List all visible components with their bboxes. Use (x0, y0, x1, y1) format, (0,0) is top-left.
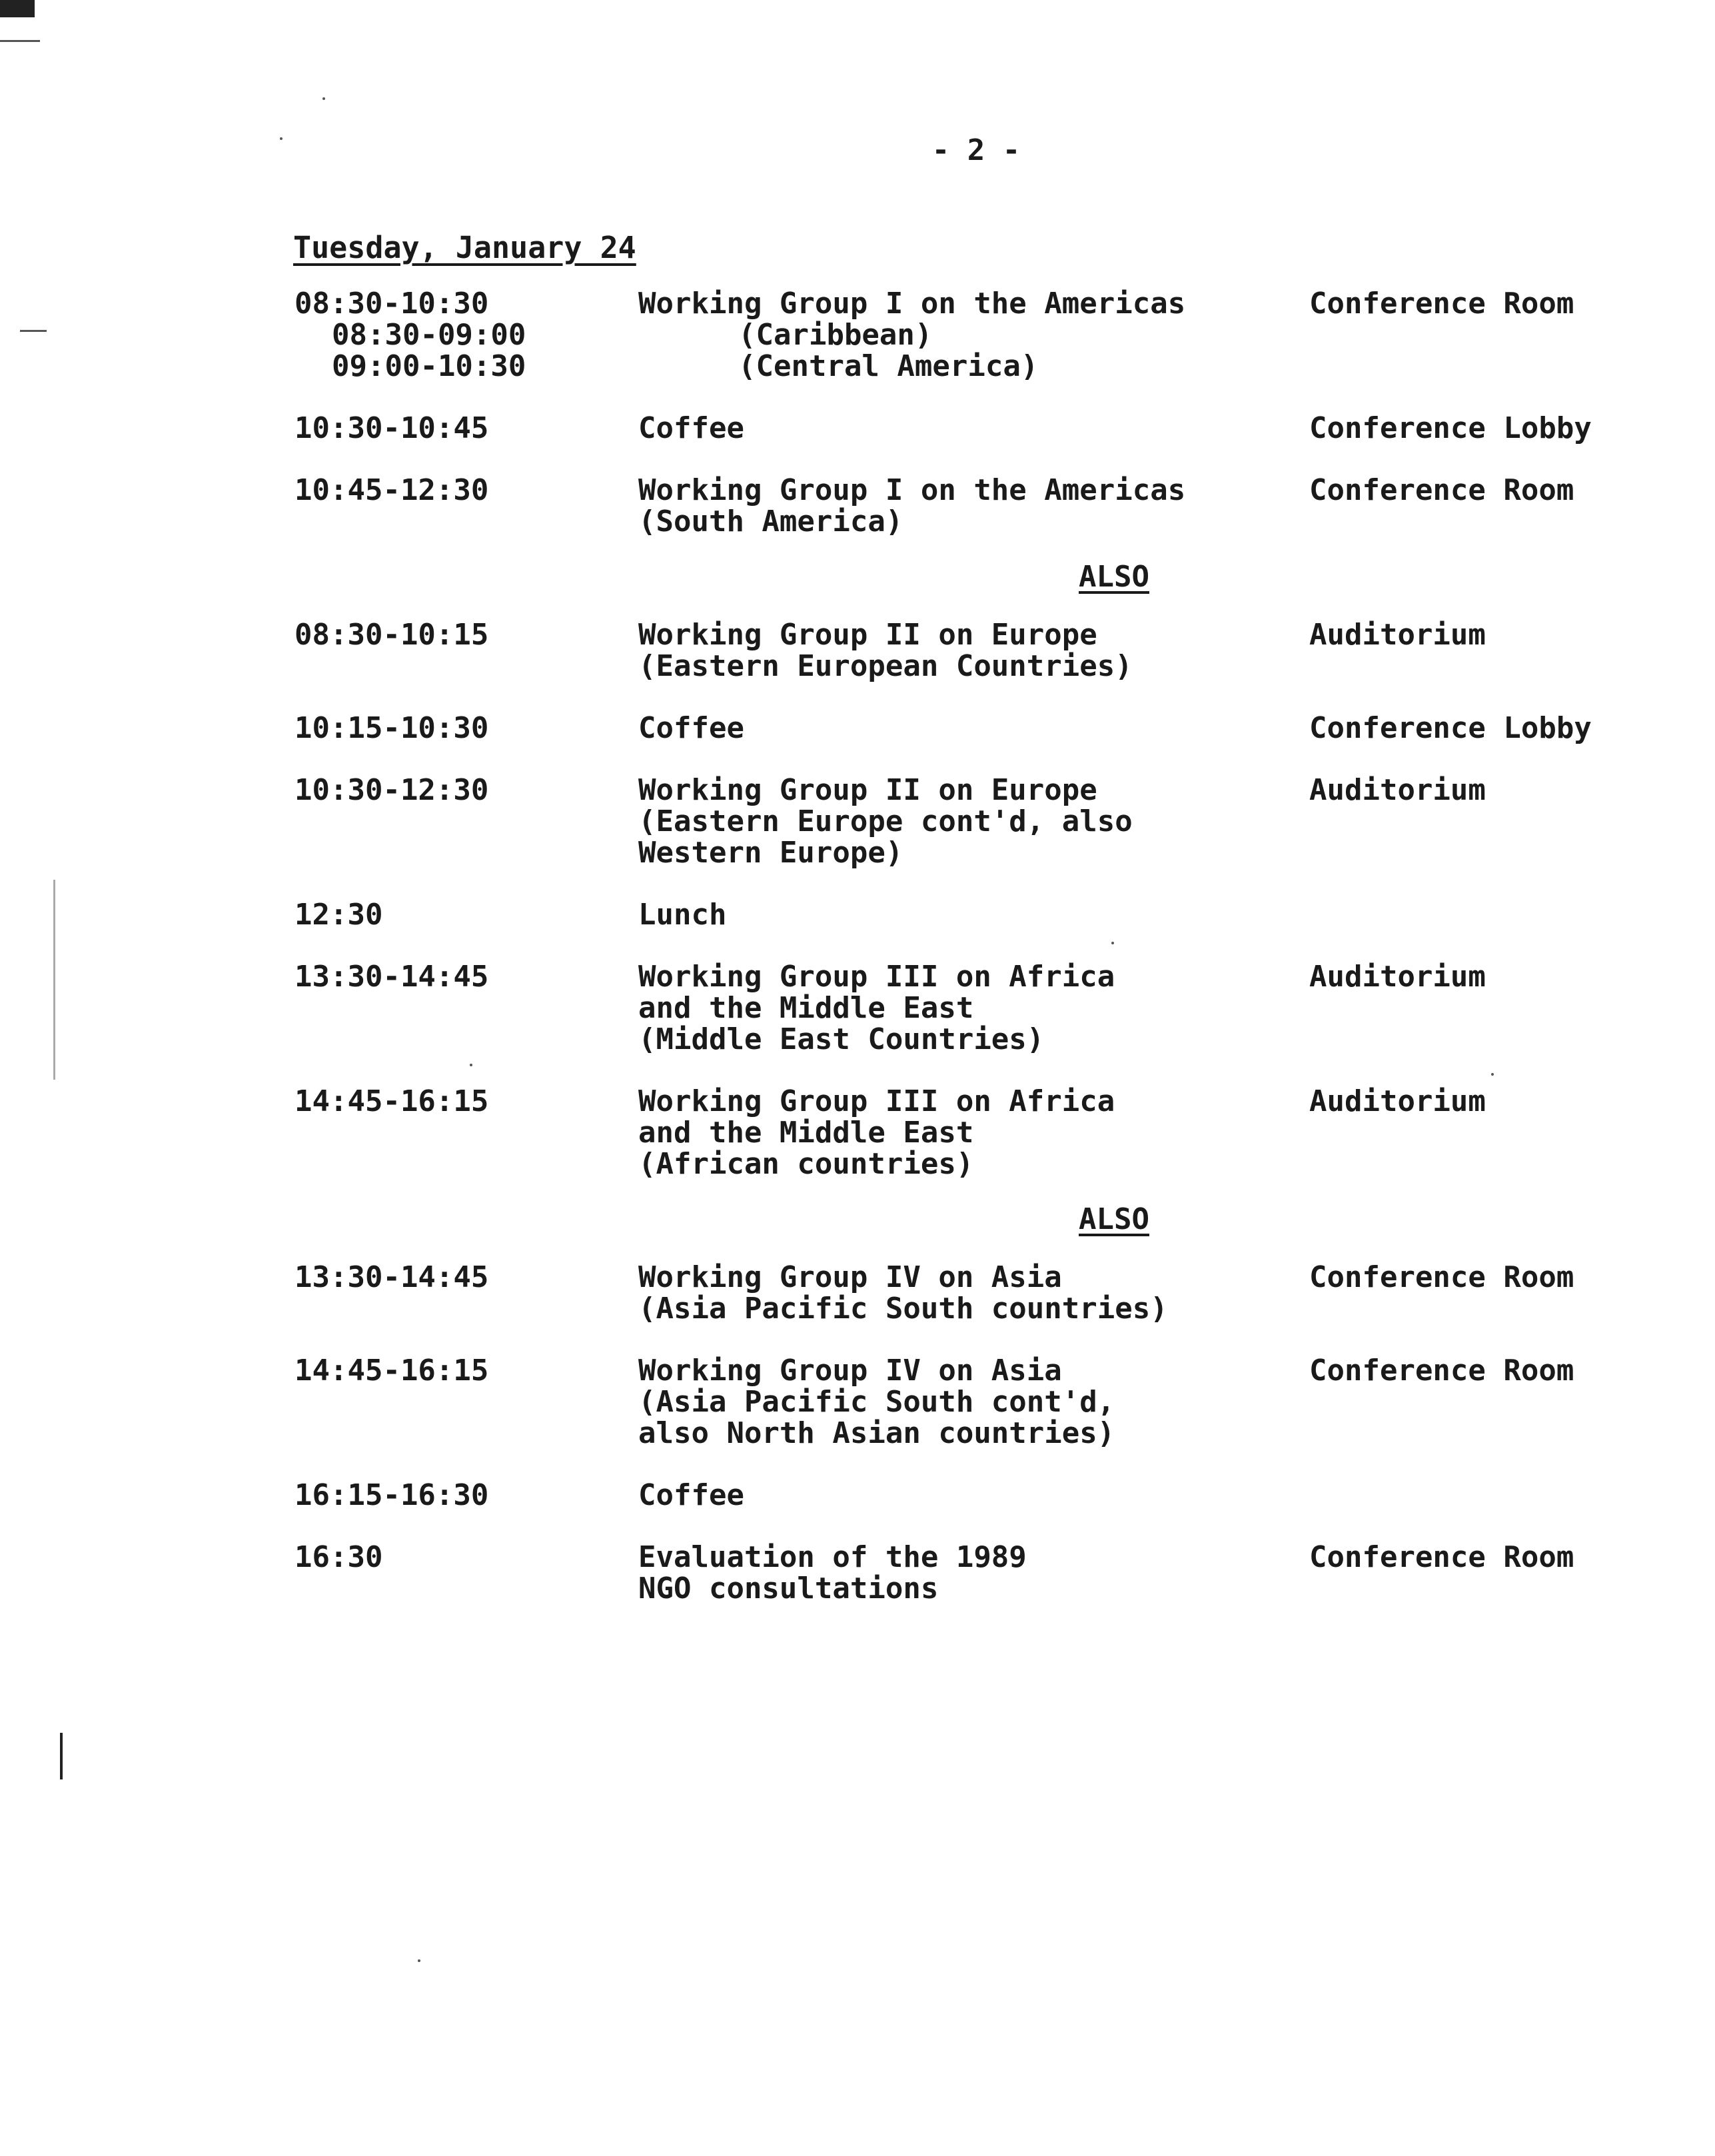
page-number: - 2 - (931, 133, 1021, 167)
session-title: Working Group IV on Asia (638, 1354, 1062, 1388)
session-cell (638, 712, 1309, 744)
schedule-row (294, 1480, 1640, 1511)
session-subtitle: (Middle East Countries) (638, 1022, 1045, 1056)
schedule-row (294, 1542, 1640, 1604)
time-cell (294, 1480, 638, 1511)
schedule-row (294, 899, 1640, 930)
location-cell: Auditorium (1309, 773, 1486, 807)
schedule-row (294, 475, 1640, 537)
scan-edge-mark (20, 330, 47, 332)
location-cell: Conference Room (1309, 473, 1574, 507)
time-range: 08:30-10:15 (294, 618, 489, 652)
location-cell: Auditorium (1309, 618, 1486, 652)
time-cell (294, 475, 638, 506)
schedule-row (294, 1262, 1640, 1324)
session-cell (638, 413, 1309, 444)
time-cell (294, 1542, 638, 1573)
also-separator (294, 1204, 1640, 1235)
session-cell (638, 619, 1309, 682)
session-subtitle: (Caribbean) (738, 318, 933, 352)
time-cell (294, 1355, 638, 1386)
session-title: Working Group I on the Americas (638, 287, 1186, 321)
session-cell (638, 1542, 1309, 1604)
session-subtitle: Western Europe) (638, 836, 903, 870)
session-cell (638, 288, 1309, 382)
scan-speck (322, 97, 325, 100)
session-title: Working Group III on Africa (638, 1084, 1115, 1118)
time-range: 08:30-10:30 (294, 287, 489, 321)
scan-edge-mark (53, 880, 55, 1080)
time-cell (294, 1086, 638, 1117)
scan-speck (418, 1959, 420, 1962)
session-subtitle: (Eastern European Countries) (638, 649, 1133, 683)
time-cell (294, 619, 638, 650)
also-label: ALSO (1079, 1202, 1149, 1236)
time-cell (294, 712, 638, 744)
session-subtitle: (Eastern Europe cont'd, also (638, 804, 1133, 838)
time-range: 16:30 (294, 1540, 383, 1574)
schedule-row (294, 712, 1640, 744)
scan-edge-mark (0, 40, 40, 42)
also-separator (294, 561, 1640, 592)
schedule-row (294, 288, 1640, 382)
session-subtitle: (Asia Pacific South cont'd, (638, 1385, 1115, 1419)
session-title: Coffee (638, 411, 744, 445)
time-range: 10:30-10:45 (294, 411, 489, 445)
location-cell: Conference Room (1309, 287, 1574, 321)
time-cell (294, 1262, 638, 1293)
schedule-row (294, 1086, 1640, 1180)
schedule-row (294, 1355, 1640, 1449)
session-title: Coffee (638, 711, 744, 745)
schedule-table (294, 288, 1640, 1635)
session-title: Evaluation of the 1989 (638, 1540, 1027, 1574)
schedule-row (294, 961, 1640, 1055)
time-cell (294, 413, 638, 444)
session-cell (638, 899, 1309, 930)
location-cell: Conference Room (1309, 1354, 1574, 1388)
session-title: Lunch (638, 898, 727, 932)
location-cell: Auditorium (1309, 960, 1486, 994)
time-sub-range: 09:00-10:30 (332, 349, 526, 383)
location-cell: Auditorium (1309, 1084, 1486, 1118)
session-title: Working Group III on Africa (638, 960, 1115, 994)
session-cell (638, 774, 1309, 868)
location-cell: Conference Room (1309, 1540, 1574, 1574)
session-subtitle: (South America) (638, 505, 903, 539)
location-cell: Conference Room (1309, 1260, 1574, 1294)
session-subtitle: also North Asian countries) (638, 1416, 1115, 1450)
session-title: Coffee (638, 1478, 744, 1512)
time-range: 14:45-16:15 (294, 1084, 489, 1118)
time-range: 13:30-14:45 (294, 1260, 489, 1294)
session-cell (638, 1480, 1309, 1511)
session-subtitle: and the Middle East (638, 991, 974, 1025)
time-range: 10:30-12:30 (294, 773, 489, 807)
session-cell (638, 475, 1309, 537)
time-range: 10:15-10:30 (294, 711, 489, 745)
session-cell (638, 1262, 1309, 1324)
location-cell: Conference Lobby (1309, 711, 1592, 745)
time-cell (294, 899, 638, 930)
session-subtitle: (African countries) (638, 1147, 974, 1181)
session-cell (638, 1355, 1309, 1449)
session-cell (638, 961, 1309, 1055)
scan-edge-mark (60, 1733, 63, 1779)
session-subtitle: (Asia Pacific South countries) (638, 1292, 1168, 1326)
session-subtitle: and the Middle East (638, 1116, 974, 1150)
time-cell (294, 288, 638, 382)
also-label: ALSO (1079, 560, 1149, 594)
schedule-row (294, 413, 1640, 444)
scan-edge-mark (0, 0, 35, 17)
time-range: 10:45-12:30 (294, 473, 489, 507)
session-subtitle: NGO consultations (638, 1572, 939, 1606)
session-title: Working Group II on Europe (638, 618, 1097, 652)
session-subtitle: (Central America) (738, 349, 1039, 383)
session-title: Working Group IV on Asia (638, 1260, 1062, 1294)
session-cell (638, 1086, 1309, 1180)
session-title: Working Group I on the Americas (638, 473, 1186, 507)
time-cell (294, 961, 638, 992)
time-sub-range: 08:30-09:00 (332, 318, 526, 352)
time-range: 13:30-14:45 (294, 960, 489, 994)
location-cell: Conference Lobby (1309, 411, 1592, 445)
time-range: 14:45-16:15 (294, 1354, 489, 1388)
time-cell (294, 774, 638, 806)
schedule-row (294, 619, 1640, 682)
time-range: 12:30 (294, 898, 383, 932)
day-heading: Tuesday, January 24 (293, 230, 636, 265)
time-range: 16:15-16:30 (294, 1478, 489, 1512)
session-title: Working Group II on Europe (638, 773, 1097, 807)
schedule-row (294, 774, 1640, 868)
